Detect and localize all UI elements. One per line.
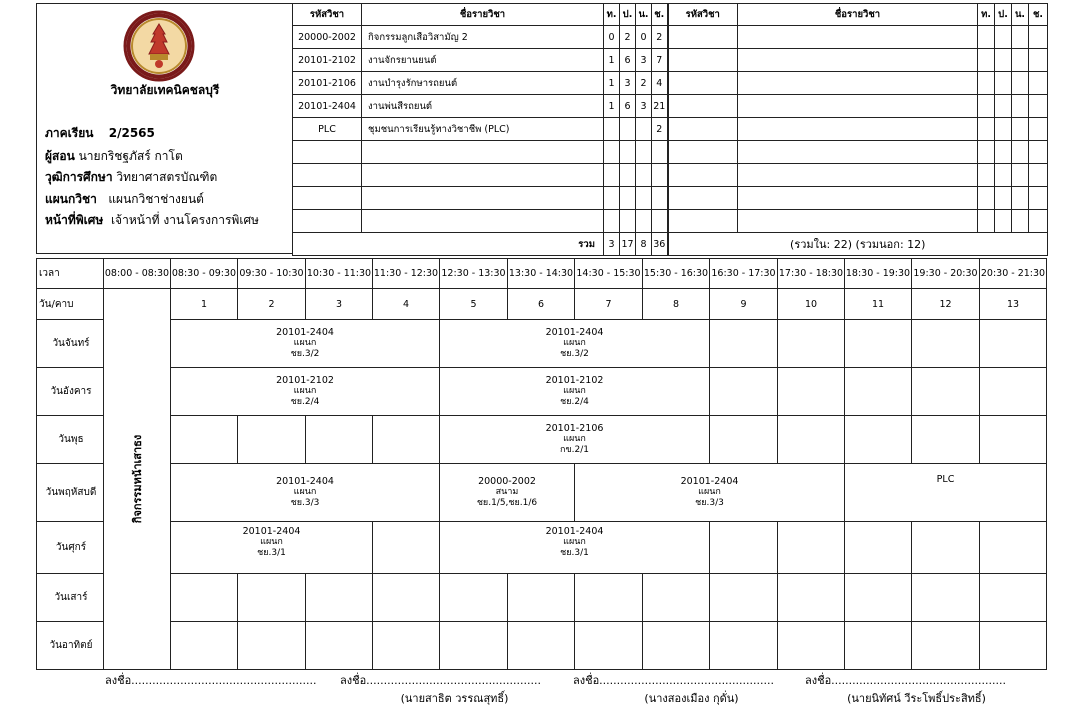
block-type: แผนก	[698, 487, 721, 497]
signatory-name: (นายนิทัศน์ วีระโพธิ์ประสิทธิ์)	[847, 692, 986, 705]
day-name: วันจันทร์	[37, 320, 104, 368]
period-number: 12	[912, 289, 980, 320]
subject-name: งานพ่นสีรถยนต์	[362, 95, 604, 118]
block-code: 20101-2102	[545, 375, 604, 386]
day-name: วันพุธ	[37, 416, 104, 464]
subject-row-empty	[293, 210, 1048, 233]
total-n: 8	[636, 233, 652, 256]
signature-4	[805, 671, 1006, 707]
col-name-header-2: ชื่อรายวิชา	[738, 4, 978, 26]
time-label: เวลา	[37, 259, 104, 289]
semester-row	[45, 124, 155, 143]
empty-cell	[995, 95, 1012, 118]
time-slot: 20:30 - 21:30	[980, 259, 1047, 289]
empty-cell	[1012, 49, 1029, 72]
period-number: 2	[238, 289, 306, 320]
empty-cell	[978, 72, 995, 95]
morning-activity-label: กิจกรรมหน้าเสาธง	[131, 434, 144, 524]
college-name: วิทยาลัยเทคนิคชลบุรี	[110, 83, 220, 97]
subject-n: 2	[636, 72, 652, 95]
block-code: 20101-2106	[545, 423, 604, 434]
day-row-sunday	[37, 622, 1047, 670]
department-value: แผนกวิชาช่างยนต์	[108, 192, 204, 206]
empty-cell	[1029, 49, 1048, 72]
block-code: 20101-2404	[545, 526, 604, 537]
empty-cell	[995, 72, 1012, 95]
class-block	[845, 464, 1047, 522]
time-slot: 19:30 - 20:30	[912, 259, 980, 289]
period-number: 3	[306, 289, 373, 320]
time-slot: 08:00 - 08:30	[104, 259, 171, 289]
class-block	[575, 464, 845, 522]
day-row-wednesday	[37, 416, 1047, 464]
day-row-monday	[37, 320, 1047, 368]
subject-row-empty	[293, 164, 1048, 187]
subject-row	[293, 118, 1048, 141]
subject-row-empty	[293, 187, 1048, 210]
degree-value: วิทยาศาสตรบัณฑิต	[116, 170, 218, 184]
block-code: 20101-2102	[276, 375, 334, 386]
total-ch: 36	[652, 233, 668, 256]
empty-cell	[1012, 118, 1029, 141]
subject-ch: 7	[652, 49, 668, 72]
col-n-header-2: น.	[1012, 4, 1029, 26]
signature-line: ลงชื่อ..................................................	[340, 674, 542, 687]
semester-label: ภาคเรียน	[45, 126, 94, 140]
day-name: วันอาทิตย์	[37, 622, 104, 670]
subject-n: 0	[636, 26, 652, 49]
morning-activity-cell	[104, 289, 171, 670]
teacher-label: ผู้สอน	[45, 149, 75, 163]
block-group: ชย.3/2	[560, 349, 589, 359]
block-group: ชย.3/1	[257, 548, 286, 558]
block-type: สนาม	[495, 487, 519, 497]
col-code-header-2: รหัสวิชา	[668, 4, 738, 26]
block-group: กข.2/1	[560, 445, 589, 455]
period-number: 4	[373, 289, 440, 320]
subject-row	[293, 72, 1048, 95]
block-group: ชย.1/5,ชย.1/6	[476, 498, 538, 508]
signatory-name: (นายสาธิต วรรณสุทธิ์)	[400, 692, 509, 705]
subject-code: 20101-2102	[293, 49, 362, 72]
period-number: 8	[643, 289, 710, 320]
time-slot: 10:30 - 11:30	[306, 259, 373, 289]
time-slot: 15:30 - 16:30	[643, 259, 710, 289]
subject-t	[604, 118, 620, 141]
period-number: 11	[845, 289, 912, 320]
block-group: ชย.3/1	[560, 548, 589, 558]
empty-cell	[738, 72, 978, 95]
period-number: 7	[575, 289, 643, 320]
class-block	[171, 320, 440, 368]
empty-cell	[1012, 72, 1029, 95]
empty-cell	[668, 95, 738, 118]
empty-cell	[668, 26, 738, 49]
period-number: 5	[440, 289, 508, 320]
signature-1	[105, 671, 317, 689]
class-block	[171, 464, 440, 522]
subject-row	[293, 26, 1048, 49]
class-block	[440, 320, 710, 368]
period-row	[37, 289, 1047, 320]
header-info-panel	[36, 3, 292, 254]
signature-line: ลงชื่อ..................................................	[805, 674, 1007, 687]
subject-n: 3	[636, 49, 652, 72]
empty-cell	[1029, 26, 1048, 49]
signatory-name: (นางสองเมือง กุดั่น)	[644, 692, 739, 705]
block-type: แผนก	[563, 338, 586, 348]
teacher-row	[45, 147, 183, 166]
empty-cell	[978, 49, 995, 72]
empty-cell	[668, 118, 738, 141]
subject-ch: 2	[652, 26, 668, 49]
period-number: 10	[778, 289, 845, 320]
subject-name: กิจกรรมลูกเสือวิสามัญ 2	[362, 26, 604, 49]
subject-p: 3	[620, 72, 636, 95]
col-code-header: รหัสวิชา	[293, 4, 362, 26]
empty-cell	[995, 26, 1012, 49]
empty-cell	[978, 118, 995, 141]
department-label: แผนกวิชา	[45, 192, 97, 206]
empty-cell	[995, 49, 1012, 72]
empty-cell	[668, 49, 738, 72]
special-duty-value: เจ้าหน้าที่ งานโครงการพิเศษ	[110, 213, 259, 227]
block-group: ชย.2/4	[560, 397, 589, 407]
time-slot: 17:30 - 18:30	[778, 259, 845, 289]
block-type: แผนก	[563, 434, 586, 444]
block-type: แผนก	[563, 537, 586, 547]
period-number: 6	[508, 289, 575, 320]
block-type: แผนก	[563, 386, 586, 396]
col-name-header: ชื่อรายวิชา	[362, 4, 604, 26]
subject-name: งานบำรุงรักษารถยนต์	[362, 72, 604, 95]
subject-row	[293, 95, 1048, 118]
time-slot: 11:30 - 12:30	[373, 259, 440, 289]
subject-t: 1	[604, 49, 620, 72]
subject-row-empty	[293, 141, 1048, 164]
subject-p	[620, 118, 636, 141]
subject-code: PLC	[293, 118, 362, 141]
block-code: 20101-2404	[545, 327, 604, 338]
period-number: 1	[171, 289, 238, 320]
block-code: 20101-2404	[276, 476, 334, 487]
signature-line: ลงชื่อ.....................................................	[105, 674, 317, 687]
empty-cell	[1029, 95, 1048, 118]
special-duty-row	[45, 211, 259, 230]
empty-cell	[738, 49, 978, 72]
degree-row	[45, 168, 217, 187]
block-group: ชย.3/3	[290, 498, 320, 508]
empty-cell	[995, 118, 1012, 141]
day-row-thursday	[37, 464, 1047, 522]
degree-label: วุฒิการศึกษา	[45, 170, 113, 184]
college-seal-logo	[123, 10, 195, 82]
empty-cell	[738, 95, 978, 118]
subject-ch: 21	[652, 95, 668, 118]
block-code: 20101-2404	[276, 327, 334, 338]
col-t-header: ท.	[604, 4, 620, 26]
block-code: 20101-2404	[242, 526, 301, 537]
total-t: 3	[604, 233, 620, 256]
day-name: วันพฤหัสบดี	[37, 464, 104, 522]
day-row-friday	[37, 522, 1047, 574]
subject-t: 1	[604, 95, 620, 118]
empty-cell	[668, 72, 738, 95]
time-slot: 18:30 - 19:30	[845, 259, 912, 289]
subject-code: 20101-2106	[293, 72, 362, 95]
subject-n: 3	[636, 95, 652, 118]
class-block	[171, 368, 440, 416]
col-t-header-2: ท.	[978, 4, 995, 26]
col-ch-header-2: ช.	[1029, 4, 1048, 26]
period-number: 13	[980, 289, 1047, 320]
time-row	[37, 259, 1047, 289]
subject-t: 1	[604, 72, 620, 95]
block-code: 20101-2404	[680, 476, 739, 487]
signature-2	[340, 671, 541, 707]
block-type: แผนก	[293, 386, 317, 396]
time-slot: 14:30 - 15:30	[575, 259, 643, 289]
day-name: วันเสาร์	[37, 574, 104, 622]
signature-3	[573, 671, 774, 707]
semester-value: 2/2565	[108, 126, 155, 140]
subject-p: 6	[620, 95, 636, 118]
block-group: ชย.3/2	[290, 349, 320, 359]
empty-cell	[1029, 72, 1048, 95]
block-code: PLC	[936, 474, 955, 485]
block-type: แผนก	[293, 338, 317, 348]
col-p-header-2: ป.	[995, 4, 1012, 26]
day-name: วันศุกร์	[37, 522, 104, 574]
empty-cell	[1012, 26, 1029, 49]
subject-p: 2	[620, 26, 636, 49]
subject-name: งานจักรยานยนต์	[362, 49, 604, 72]
time-slot: 09:30 - 10:30	[238, 259, 306, 289]
subject-ch: 4	[652, 72, 668, 95]
subject-total-row	[293, 233, 1048, 256]
block-group: ชย.2/4	[290, 397, 320, 407]
empty-cell	[1012, 95, 1029, 118]
day-name: วันอังคาร	[37, 368, 104, 416]
class-block	[440, 416, 710, 464]
class-block	[440, 522, 710, 574]
time-slot: 12:30 - 13:30	[440, 259, 508, 289]
block-type: แผนก	[260, 537, 283, 547]
subject-n	[636, 118, 652, 141]
hours-summary: (รวมใน: 22) (รวมนอก: 12)	[668, 233, 1048, 256]
period-label: วัน/คาบ	[37, 289, 104, 320]
total-p: 17	[620, 233, 636, 256]
time-slot: 13:30 - 14:30	[508, 259, 575, 289]
timetable	[36, 258, 1047, 670]
day-row-tuesday	[37, 368, 1047, 416]
subject-header-row	[293, 4, 1048, 26]
empty-cell	[1029, 118, 1048, 141]
signature-line: ลงชื่อ..................................................	[573, 674, 775, 687]
subject-table	[292, 3, 1048, 256]
time-slot: 16:30 - 17:30	[710, 259, 778, 289]
department-row	[45, 190, 204, 209]
subject-ch: 2	[652, 118, 668, 141]
block-group: ชย.3/3	[695, 498, 724, 508]
time-slot: 08:30 - 09:30	[171, 259, 238, 289]
empty-cell	[738, 118, 978, 141]
empty-cell	[978, 95, 995, 118]
subject-row	[293, 49, 1048, 72]
subject-code: 20000-2002	[293, 26, 362, 49]
subject-p: 6	[620, 49, 636, 72]
col-p-header: ป.	[620, 4, 636, 26]
block-code: 20000-2002	[478, 476, 536, 487]
subject-name: ชุมชนการเรียนรู้ทางวิชาชีพ (PLC)	[362, 118, 604, 141]
subject-code: 20101-2404	[293, 95, 362, 118]
class-block	[171, 522, 373, 574]
col-ch-header: ช.	[652, 4, 668, 26]
empty-cell	[738, 26, 978, 49]
period-number: 9	[710, 289, 778, 320]
empty-cell	[978, 26, 995, 49]
total-label: รวม	[362, 233, 604, 256]
col-n-header: น.	[636, 4, 652, 26]
subject-t: 0	[604, 26, 620, 49]
special-duty-label: หน้าที่พิเศษ	[45, 213, 104, 227]
teacher-value: นายกริชฐภัสร์ กาโต	[78, 149, 183, 163]
day-row-saturday	[37, 574, 1047, 622]
class-block	[440, 368, 710, 416]
class-block	[440, 464, 575, 522]
block-type: แผนก	[293, 487, 317, 497]
